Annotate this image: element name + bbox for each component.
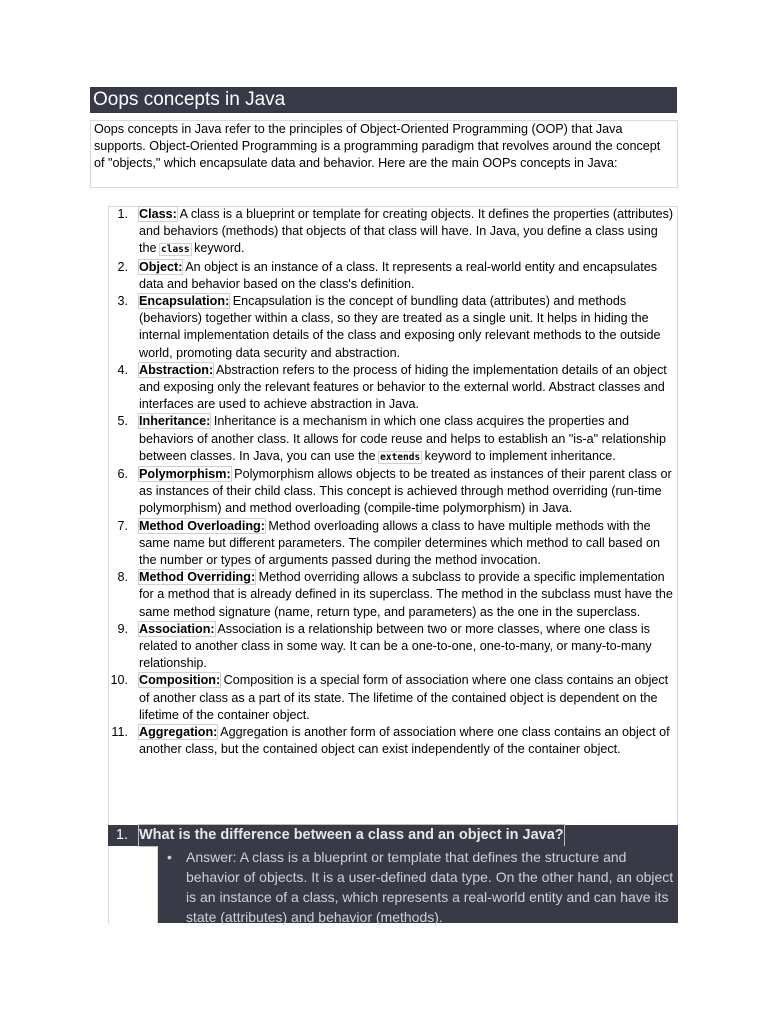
concept-number: 11. — [111, 725, 128, 740]
concept-number: 7. — [117, 518, 128, 533]
answer-block — [158, 846, 678, 923]
concept-description: An object is an instance of a class. It represents a real-world entity and encapsulates data and behavior based on the class's definition. — [139, 259, 658, 291]
bullet-icon: • — [167, 849, 172, 865]
answer-text: Answer: A class is a blueprint or template that defines the structure and behavior of objects. It is a user-defined data type. On the other hand, an object is an instance of a class, which represents a real-world entity and can have its state (attributes) and behavior (methods). — [186, 849, 674, 925]
concept-term: Method Overloading: — [139, 518, 265, 533]
concept-number: 6. — [117, 467, 128, 482]
concept-number: 10. — [110, 673, 128, 688]
concept-number: 9. — [117, 621, 128, 636]
concept-description: Association is a relationship between two or more classes, where one class is related to another class in some way. It can be a one-to-one, one-to-many, or many-to-many relationship. — [139, 621, 652, 671]
concept-description: Composition is a special form of association where one class contains an object of another class as a part of its state. The lifetime of the contained object is dependent on the lifetime of the container object. — [139, 673, 669, 722]
question-heading — [108, 825, 678, 846]
concept-term: Method Overriding: — [139, 570, 256, 585]
concept-description: Inheritance is a mechanism in which one class acquires the properties and behaviors of another class. It allows for code reuse and helps to establish an "is-a" relationship between classes. In Java, you can use the — [139, 414, 666, 463]
question-text: What is the difference between a class and an object in Java? — [139, 825, 564, 846]
concept-description: Encapsulation is the concept of bundling data (attributes) and methods (behaviors) together within a class, so they are treated as a single unit. It helps in hiding the internal implementation details of the class and exposing only relevant methods to the outside world, promoting data security and abstraction. — [139, 294, 661, 360]
concept-item — [108, 413, 678, 466]
concept-item — [108, 293, 678, 362]
concept-term: Object: — [139, 259, 183, 274]
concept-description: Method overriding allows a subclass to provide a specific implementation for a method that is already defined in its superclass. The method in the subclass must have the same method signature (name, return type, and parameters) as the one in the superclass. — [139, 570, 673, 619]
concept-number: 4. — [117, 362, 128, 377]
concept-number: 8. — [117, 570, 128, 585]
concept-item — [108, 206, 678, 259]
concept-description-end: keyword to implement inheritance. — [421, 448, 616, 463]
concept-description: Method overloading allows a class to have multiple methods with the same name but different parameters. The compiler determines which method to call based on the number or types of arguments passed during the method invocation. — [139, 518, 661, 568]
concept-item — [108, 362, 678, 414]
document-title: Oops concepts in Java — [90, 87, 677, 113]
concept-term: Polymorphism: — [139, 467, 231, 482]
intro-paragraph: Oops concepts in Java refer to the principles of Object-Oriented Programming (OOP) that Java supports. Object-Oriented Programming is a programming paradigm that revolves around the concept of "objects," which encapsulate data and behavior. Here are the main OOPs concepts in Java: — [90, 120, 678, 188]
concept-item — [108, 672, 678, 724]
concept-description: Abstraction refers to the process of hiding the implementation details of an object and exposing only the relevant features or behavior to the external world. Abstract classes and interfaces are used to achieve abstraction in Java. — [139, 362, 667, 412]
concept-term: Inheritance: — [139, 414, 211, 429]
answer-indent-frame — [108, 846, 158, 924]
concept-item — [108, 518, 678, 570]
concept-item — [108, 621, 678, 673]
code-keyword: class — [161, 244, 190, 256]
concept-item — [108, 466, 678, 518]
concept-item — [108, 724, 678, 758]
concept-term: Abstraction: — [139, 362, 214, 377]
concept-description-end: keyword. — [190, 241, 245, 256]
concept-number: 1. — [117, 207, 128, 221]
concept-term: Composition: — [139, 673, 221, 688]
concept-description: Aggregation is another form of association where one class contains an object of another class, but the contained object can exist independently of the container object. — [139, 725, 670, 757]
concepts-list — [108, 206, 678, 759]
concept-description: Polymorphism allows objects to be treated as instances of their parent class or as instances of their child class. This concept is achieved through method overriding (run-time polymorphism) and method overloading (compile-time polymorphism) in Java. — [139, 467, 672, 516]
code-keyword: extends — [380, 451, 421, 463]
concept-term: Encapsulation: — [139, 294, 230, 309]
question-number: 1. — [115, 827, 128, 843]
concept-term: Class: — [139, 207, 177, 221]
concept-number: 3. — [117, 294, 128, 309]
concept-item — [108, 569, 678, 621]
concept-number: 2. — [117, 259, 128, 274]
concept-term: Aggregation: — [139, 725, 218, 740]
concept-number: 5. — [117, 414, 128, 429]
concept-term: Association: — [139, 621, 215, 636]
concept-item — [108, 259, 678, 293]
concept-description: A class is a blueprint or template for creating objects. It defines the properties (attributes) and behaviors (methods) that objects of that class will have. In Java, you define a class using the — [139, 207, 674, 256]
